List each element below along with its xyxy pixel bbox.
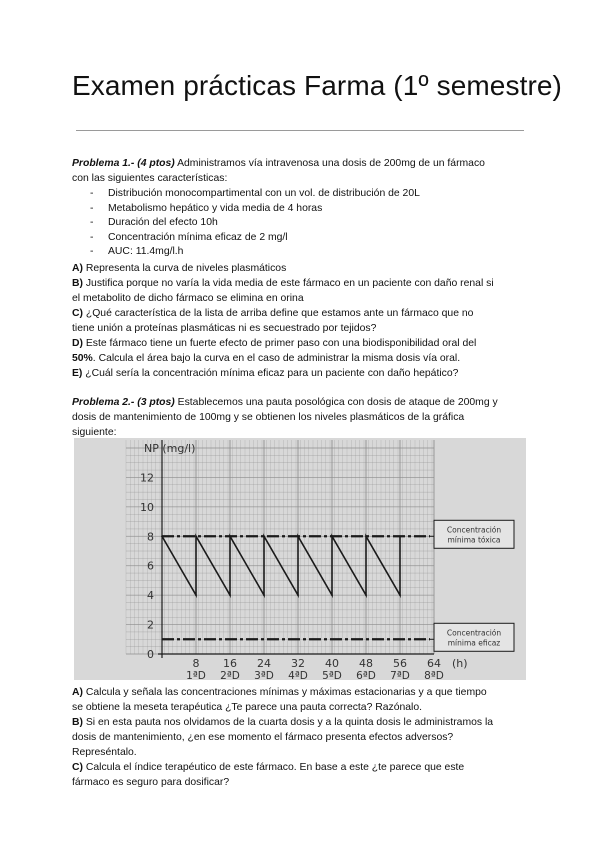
data-point <box>297 535 299 537</box>
p1-question-c <box>72 307 532 322</box>
p1-question-a <box>72 262 532 277</box>
p2-question-a-cont: se obtiene la meseta terapéutica ¿Te parece una pauta correcta? Razónalo. <box>72 702 423 713</box>
x-tick-label: 32 <box>291 657 305 670</box>
p1-question-d-cont <box>72 352 532 367</box>
p2-c-label: C) <box>72 762 83 773</box>
threshold-label: mínima eficaz <box>447 638 501 648</box>
p1-e-text: ¿Cuál sería la concentración mínima eficaz para un paciente con daño hepático? <box>82 368 459 379</box>
data-point <box>399 594 401 596</box>
list-item: - Concentración mínima eficaz de 2 mg/l <box>90 231 420 246</box>
p2-intro-line2: dosis de mantenimiento de 100mg y se obtienen los niveles plasmáticos de la gráfica <box>72 412 465 423</box>
y-tick-label: 8 <box>147 530 154 544</box>
title-divider <box>76 130 524 131</box>
p1-question-d <box>72 337 532 352</box>
data-point <box>297 594 299 596</box>
x-tick-label: 16 <box>223 657 237 670</box>
p1-characteristics-list <box>90 187 420 260</box>
list-item: - Distribución monocompartimental con un vol. de distribución de 20L <box>90 187 420 202</box>
p2-a-text: Calcula y señala las concentraciones mínimas y máximas estacionarias y a que tiempo <box>82 687 487 698</box>
p1-intro-line2: con las siguientes características: <box>72 173 228 184</box>
x-tick-label: 56 <box>393 657 407 670</box>
p1-d-bold: 50% <box>72 353 93 364</box>
threshold-label: mínima tóxica <box>447 535 501 545</box>
dose-label: 3ªD <box>254 670 274 680</box>
p1-question-e <box>72 367 532 382</box>
p1-intro-line1 <box>72 157 532 172</box>
data-point <box>229 594 231 596</box>
y-tick-label: 0 <box>147 648 154 661</box>
x-axis-unit: (h) <box>452 657 468 670</box>
data-point <box>365 594 367 596</box>
p1-b-text: Justifica porque no varía la vida media de este fármaco en un paciente con daño renal si <box>82 278 494 289</box>
p2-a-label: A) <box>72 687 83 698</box>
data-point <box>399 535 401 537</box>
p1-b-label: B) <box>72 278 83 289</box>
p2-intro-line3: siguiente: <box>72 427 117 438</box>
p1-question-b-cont: el metabolito de dicho fármaco se elimina en orina <box>72 293 304 304</box>
p1-d-text: Este fármaco tiene un fuerte efecto de primer paso con una biodisponibilidad oral del <box>82 338 477 349</box>
p1-heading: Problema 1.- (4 ptos) <box>72 158 175 169</box>
dose-label: 8ªD <box>424 670 444 680</box>
p1-question-c-cont: tiene unión a proteínas plasmáticas ni es secuestrado por tejidos? <box>72 323 377 334</box>
p1-d-label: D) <box>72 338 83 349</box>
data-point <box>195 535 197 537</box>
data-point <box>263 535 265 537</box>
p2-c-text: Calcula el índice terapéutico de este fármaco. En base a este ¿te parece que este <box>82 762 465 773</box>
p1-c-text: ¿Qué característica de la lista de arriba define que estamos ante un fármaco que no <box>82 308 474 319</box>
p2-heading: Problema 2.- (3 ptos) <box>72 397 175 408</box>
dose-label: 1ªD <box>186 670 206 680</box>
x-tick-label: 48 <box>359 657 373 670</box>
y-tick-label: 10 <box>140 500 154 514</box>
list-item: - Metabolismo hepático y vida media de 4 horas <box>90 202 420 217</box>
data-point <box>331 594 333 596</box>
p2-question-b-cont: dosis de mantenimiento, ¿en ese momento el fármaco presenta efectos adversos? <box>72 732 454 743</box>
p1-d-text-2: . Calcula el área bajo la curva en el caso de administrar la misma dosis vía oral. <box>92 353 461 364</box>
data-point <box>365 535 367 537</box>
p2-intro-line1 <box>72 396 532 411</box>
p1-a-label: A) <box>72 263 83 274</box>
data-point <box>161 535 163 537</box>
dose-label: 7ªD <box>390 670 410 680</box>
data-point <box>195 594 197 596</box>
list-item: - AUC: 11.4mg/l.h <box>90 245 420 260</box>
list-item: - Duración del efecto 10h <box>90 216 420 231</box>
x-tick-label: 40 <box>325 657 339 670</box>
data-point <box>229 535 231 537</box>
p1-a-text: Representa la curva de niveles plasmáticos <box>82 263 287 274</box>
y-tick-label: 4 <box>147 589 154 603</box>
y-axis-label: NP (mg/l) <box>144 442 196 455</box>
data-point <box>331 535 333 537</box>
x-tick-label: 8 <box>192 657 200 670</box>
y-tick-label: 6 <box>147 559 154 573</box>
y-tick-label: 12 <box>140 471 154 485</box>
p1-e-label: E) <box>72 368 83 379</box>
p2-b-text: Si en esta pauta nos olvidamos de la cuarta dosis y a la quinta dosis le administramos la <box>82 717 494 728</box>
y-tick-label: 2 <box>147 618 154 632</box>
x-tick-label: 24 <box>257 657 271 670</box>
p1-c-label: C) <box>72 308 83 319</box>
dose-label: 2ªD <box>220 670 240 680</box>
threshold-label: Concentración <box>446 628 502 638</box>
dose-label: 5ªD <box>322 670 342 680</box>
p1-intro-text-1: Administramos vía intravenosa una dosis de 200mg de un fármaco <box>174 158 485 169</box>
p2-question-b <box>72 716 532 731</box>
x-tick-label: 64 <box>427 657 441 670</box>
data-point <box>263 594 265 596</box>
p1-question-b <box>72 277 532 292</box>
page-title: Examen prácticas Farma (1º semestre) <box>72 70 562 101</box>
p2-intro-text-1: Establecemos una pauta posológica con dosis de ataque de 200mg y <box>174 397 498 408</box>
threshold-label: Concentración <box>446 525 502 535</box>
chart-svg <box>74 438 526 680</box>
p2-b-label: B) <box>72 717 83 728</box>
dose-label: 4ªD <box>288 670 308 680</box>
p2-question-a <box>72 686 532 701</box>
dose-label: 6ªD <box>356 670 376 680</box>
plasma-levels-chart <box>74 438 526 680</box>
p2-question-b-cont2: Represéntalo. <box>72 747 137 758</box>
p2-question-c <box>72 761 532 776</box>
p2-question-c-cont: fármaco es seguro para dosificar? <box>72 777 230 788</box>
